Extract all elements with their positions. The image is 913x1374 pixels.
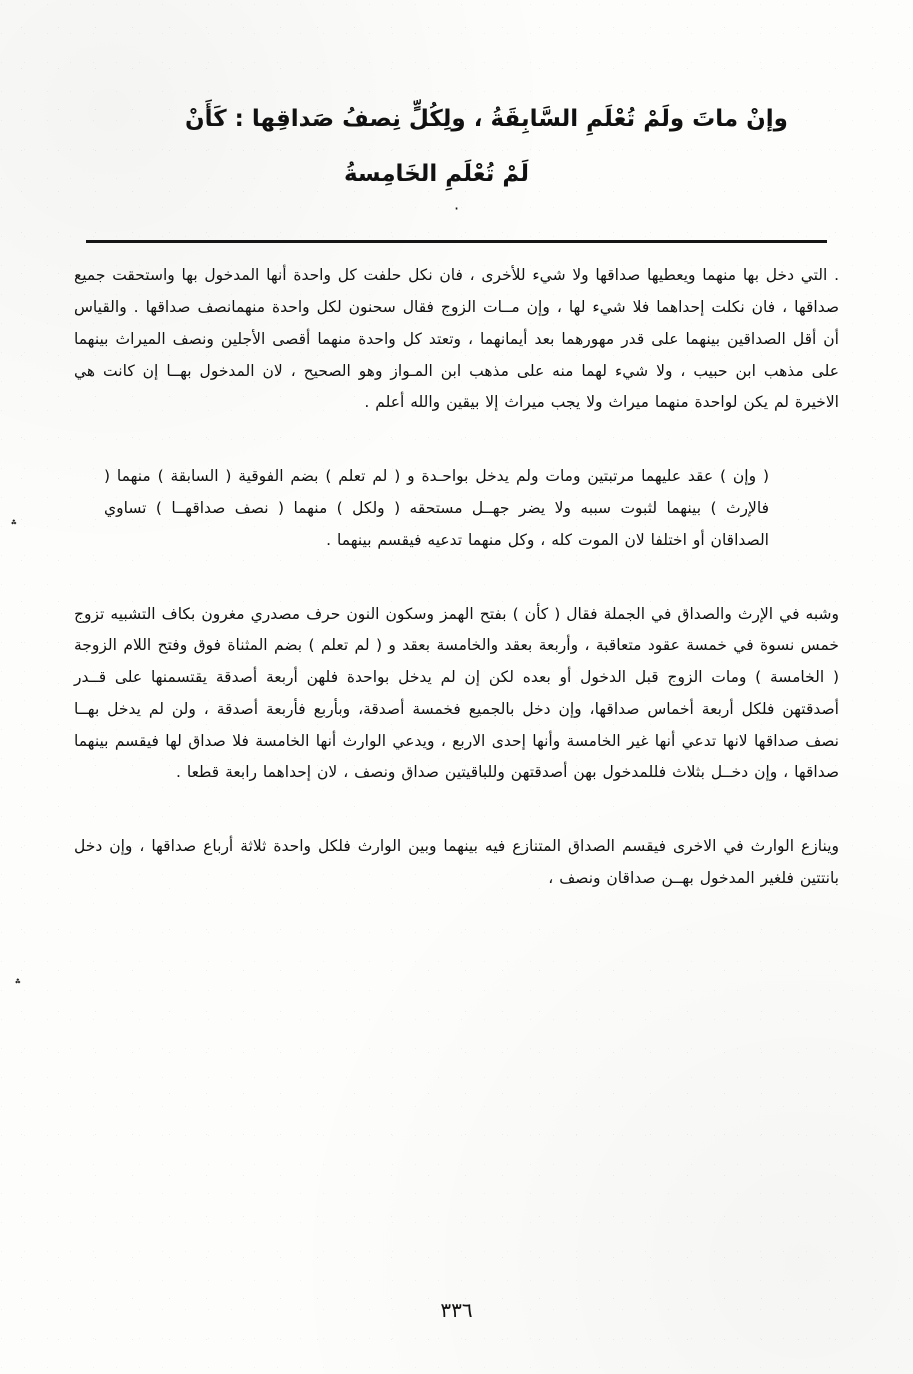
paragraph-text: . التي دخل بها منهما ويعطيها صداقها ولا شيء للأخرى ، فان نكل حلفت كل واحدة أنها المدخول بها واستحقت جميع صداقها ، فان نكلت إحداهما فلا شيء لها ، وإن مــات الزوج فقال سحنون لكل واحدة منهمانصف صداقها . والقياس أن أقل الصداقين بينهما على قدر مهورهما بعد أيمانهما ، وتعتد كل واحدة منهما أقصى الأجلين ونصف الميراث بينهما على مذهب ابن حبيب ، ولا شيء لهما منه على مذهب ابن المـواز وهو الصحيح ، لان المدخول بهــا إن كانت هي الاخيرة لم يكن لواحدة منهما ميراث ولا يجب ميراث إلا بيقين والله أعلم . [74, 266, 839, 412]
page-number: ٣٣٦ [440, 1298, 473, 1322]
heading-line-2: لَمْ تُعْلَمِ الخَامِسةُ [343, 161, 530, 188]
margin-mark-lower: ؞ [14, 978, 22, 993]
separator-dot: · [453, 199, 460, 219]
block-gap-2 [74, 557, 839, 577]
horizontal-rule [86, 240, 827, 243]
margin-mark-upper: ؞ [10, 519, 18, 534]
block-gap-1 [74, 419, 839, 439]
paragraph-text: وشبه في الإرث والصداق في الجملة فقال ( كأن ) بفتح الهمز وسكون النون حرف مصدري مغرون بكاف التشبيه تزوج خمس نسوة في خمسة عقود متعاقبة ، وأربعة بعقد والخامسة بعقد و ( لم تعلم ) بضم المثناة فوق وفتح اللام الزوجة ( الخامسة ) ومات الزوج قبل الدخول أو بعده لكن إن لم يدخل بواحدة فلهن أربعة أصدقة يقتسمنها على قــدر أصدقتهن فلكل أربعة أخماس صداقها، وإن دخل بالجميع فخمسة أصدقة، وبأربع فأربعة أصدقة ، ولن لم يدخل بهــا نصف صداقها لانها تدعي أنها غير الخامسة وأنها إحدى الاربع ، ويدعي الوارث أنها الخامسة فلا صداق لها فيقسم بينهما صداقها ، وإن دخــل بثلاث فللمدخول بهن أصدقتهن وللباقيتين صداق ونصف ، لان إحداهما رابعة قطعا . [74, 604, 839, 782]
page-content [0, 92, 913, 895]
block-gap-3 [74, 789, 839, 809]
paragraph-text: وينازع الوارث في الاخرى فيقسم الصداق المتنازع فيه بينهما وبين الوارث فلكل واحدة ثلاثة أرباع صداقها ، وإن دخل بانتتين فلغير المدخول بهــن صداقان ونصف ، [74, 837, 839, 887]
paragraph-text: ( وإن ) عقد عليهما مرتبتين ومات ولم يدخل بواحـدة و ( لم تعلم ) بضم الفوقية ( السابقة ) منهما ( فالإرث ) بينهما لثبوت سببه ولا يضر جهــل مستحقه ( ولكل ) منهما ( نصف صداقهــا ) تساوي الصداقان أو اختلفا لان الموت كله ، وكل منهما تدعيه فيقسم بينهما . [104, 467, 769, 549]
paragraph-block-1 [74, 260, 839, 419]
heading-line-1: وإنْ ماتَ ولَمْ تُعْلَمِ السَّابِقَةُ ، ولِكُلٍّ نِصفُ صَداقِها : كَأَنْ [185, 106, 788, 132]
page-heading [74, 92, 839, 202]
heading-separator-wrap [74, 199, 839, 230]
paragraph-block-3 [74, 599, 839, 790]
paragraph-block-2 [74, 461, 839, 556]
paragraph-block-4 [74, 831, 839, 895]
